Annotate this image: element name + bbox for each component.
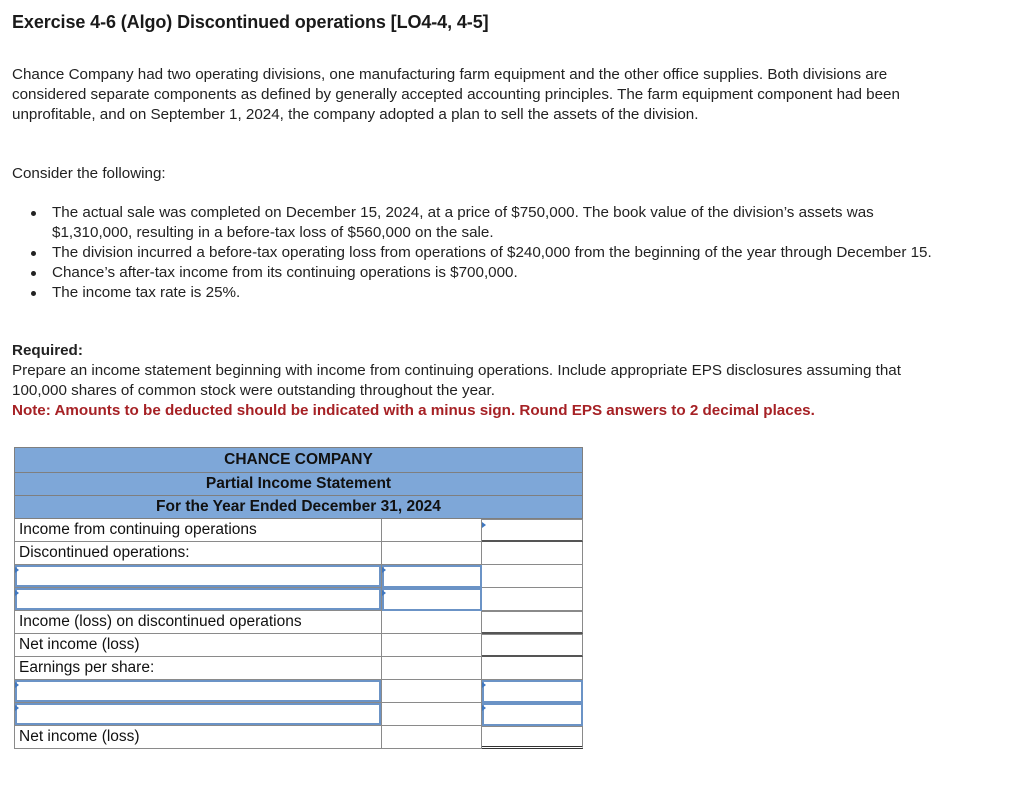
- required-label: Required:: [12, 342, 83, 359]
- label-input[interactable]: [14, 588, 382, 611]
- amount-cell: [482, 542, 583, 565]
- row-label: Earnings per share:: [14, 657, 382, 680]
- row-label: Net income (loss): [14, 634, 382, 657]
- amount-cell: [382, 657, 482, 680]
- input-marker-icon: [15, 567, 19, 573]
- fact-item: The division incurred a before-tax operating loss from operations of $240,000 from the beginning of the year through December 15.: [12, 243, 932, 263]
- statement-company: CHANCE COMPANY: [14, 447, 583, 472]
- consider-label: Consider the following:: [12, 165, 166, 182]
- table-row: [14, 611, 583, 634]
- table-row: [14, 565, 583, 588]
- amount-input[interactable]: [482, 634, 583, 657]
- input-marker-icon: [482, 682, 486, 688]
- amount-cell: [382, 703, 482, 726]
- amount-cell: [482, 565, 583, 588]
- amount-input[interactable]: [482, 680, 583, 703]
- amount-cell: [382, 634, 482, 657]
- table-row: [14, 519, 583, 542]
- intro-paragraph: Chance Company had two operating divisions, one manufacturing farm equipment and the other office supplies. Both divisions are considered separate components as defined by generally accepted accounting principles. The farm equipment component had been unprofitable, and on September 1, 2024, the company adopted a plan to sell the assets of the division.: [12, 66, 900, 123]
- table-row: [14, 588, 583, 611]
- input-marker-icon: [482, 705, 486, 711]
- fact-item: Chance’s after-tax income from its continuing operations is $700,000.: [12, 263, 932, 283]
- table-row: [14, 542, 583, 565]
- table-row: [14, 703, 583, 726]
- row-label: Discontinued operations:: [14, 542, 382, 565]
- input-marker-icon: [382, 590, 386, 596]
- required-section: [12, 341, 952, 421]
- table-row: [14, 634, 583, 657]
- table-row: [14, 726, 583, 749]
- amount-cell: [482, 657, 583, 680]
- input-marker-icon: [382, 567, 386, 573]
- statement-name: Partial Income Statement: [14, 472, 583, 495]
- statement-period: For the Year Ended December 31, 2024: [14, 495, 583, 519]
- amount-cell: [382, 680, 482, 703]
- label-input[interactable]: [14, 703, 382, 726]
- amount-input[interactable]: [482, 611, 583, 634]
- amount-input[interactable]: [482, 703, 583, 726]
- amount-input[interactable]: [382, 588, 482, 611]
- input-marker-icon: [15, 705, 19, 711]
- row-label: Income from continuing operations: [14, 519, 382, 542]
- facts-list: [12, 203, 932, 303]
- label-input[interactable]: [14, 565, 382, 588]
- amount-cell: [382, 726, 482, 749]
- row-label: Net income (loss): [14, 726, 382, 749]
- amount-cell: [382, 519, 482, 542]
- table-row: [14, 657, 583, 680]
- amount-input[interactable]: [382, 565, 482, 588]
- required-text: Prepare an income statement beginning with income from continuing operations. Include appropriate EPS disclosures assuming that 100,000 shares of common stock were outstanding throughout the year.: [12, 362, 901, 399]
- table-row: [14, 680, 583, 703]
- exercise-title: Exercise 4-6 (Algo) Discontinued operations [LO4-4, 4-5]: [12, 12, 489, 32]
- row-label: Income (loss) on discontinued operations: [14, 611, 382, 634]
- input-marker-icon: [482, 522, 486, 528]
- income-statement-table: [14, 447, 583, 749]
- amount-input[interactable]: [482, 726, 583, 749]
- fact-item: The income tax rate is 25%.: [12, 283, 932, 303]
- amount-cell: [482, 588, 583, 611]
- amount-input[interactable]: [482, 519, 583, 542]
- note-text: Note: Amounts to be deducted should be indicated with a minus sign. Round EPS answers to 2 decimal places.: [12, 402, 815, 419]
- amount-cell: [382, 611, 482, 634]
- input-marker-icon: [15, 682, 19, 688]
- amount-cell: [382, 542, 482, 565]
- fact-item: The actual sale was completed on December 15, 2024, at a price of $750,000. The book value of the division’s assets was $1,310,000, resulting in a before-tax loss of $560,000 on the sale.: [12, 203, 932, 243]
- input-marker-icon: [15, 590, 19, 596]
- label-input[interactable]: [14, 680, 382, 703]
